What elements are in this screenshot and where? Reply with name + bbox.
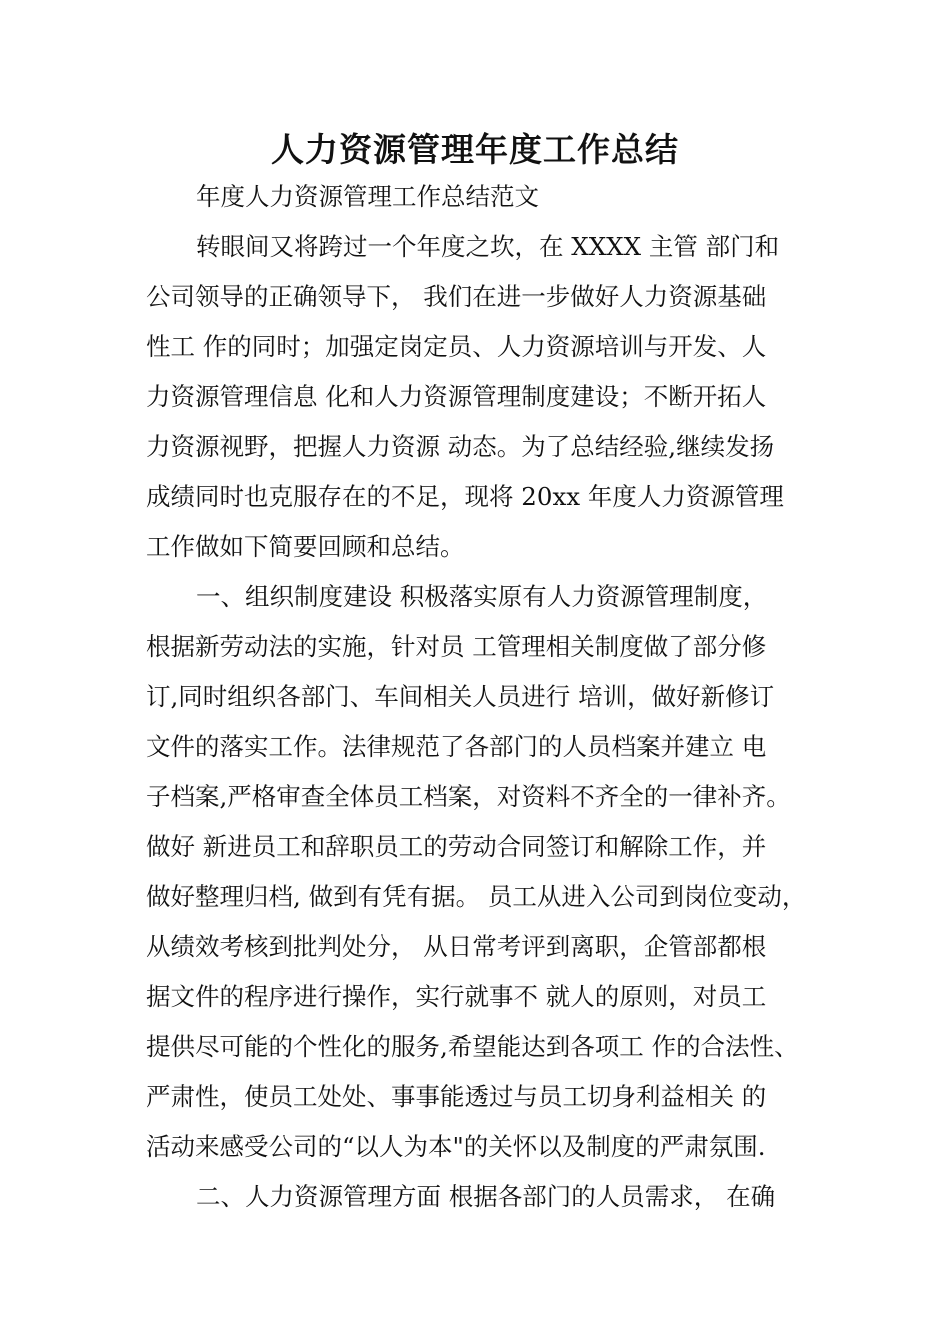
body-line: 活动来感受公司的“以人为本"的关怀以及制度的严肃氛围. xyxy=(146,1132,766,1161)
subtitle-line: 年度人力资源管理工作总结范文 xyxy=(196,182,539,211)
body-line: 提供尽可能的个性化的服务,希望能达到各项工 作的合法性、 xyxy=(146,1032,799,1061)
body-line: 力资源管理信息 化和人力资源管理制度建设；不断开拓人 xyxy=(146,382,767,411)
body-line: 转眼间又将跨过一个年度之坎，在 XXXX 主管 部门和 xyxy=(196,232,780,261)
body-line: 根据新劳动法的实施，针对员 工管理相关制度做了部分修 xyxy=(146,632,767,661)
body-line: 做好整理归档, 做到有凭有据。 员工从进入公司到岗位变动， xyxy=(146,882,807,911)
body-line: 力资源视野，把握人力资源 动态。为了总结经验,继续发扬 xyxy=(146,432,775,461)
body-line: 严肃性，使员工处处、事事能透过与员工切身利益相关 的 xyxy=(146,1082,767,1111)
body-line: 性工 作的同时；加强定岗定员、人力资源培训与开发、人 xyxy=(146,332,767,361)
body-line: 子档案,严格审查全体员工档案，对资料不齐全的一律补齐。 xyxy=(146,782,791,811)
body-line: 从绩效考核到批判处分， 从日常考评到离职，企管部都根 xyxy=(146,932,767,961)
body-line: 工作做如下简要回顾和总结。 xyxy=(146,532,465,561)
body-line: 一、组织制度建设 积极落实原有人力资源管理制度， xyxy=(196,582,768,611)
body-line: 订,同时组织各部门、车间相关人员进行 培训，做好新修订 xyxy=(146,682,775,711)
body-line: 据文件的程序进行操作，实行就事不 就人的原则，对员工 xyxy=(146,982,767,1011)
body-line: 成绩同时也克服存在的不足，现将 20xx 年度人力资源管理 xyxy=(146,482,784,511)
document-title: 人力资源管理年度工作总结 xyxy=(271,130,679,169)
body-line: 二、人力资源管理方面 根据各部门的人员需求， 在确 xyxy=(196,1182,776,1211)
body-line: 做好 新进员工和辞职员工的劳动合同签订和解除工作，并 xyxy=(146,832,767,861)
body-line: 公司领导的正确领导下， 我们在进一步做好人力资源基础 xyxy=(146,282,767,311)
body-line: 文件的落实工作。法律规范了各部门的人员档案并建立 电 xyxy=(146,732,767,761)
